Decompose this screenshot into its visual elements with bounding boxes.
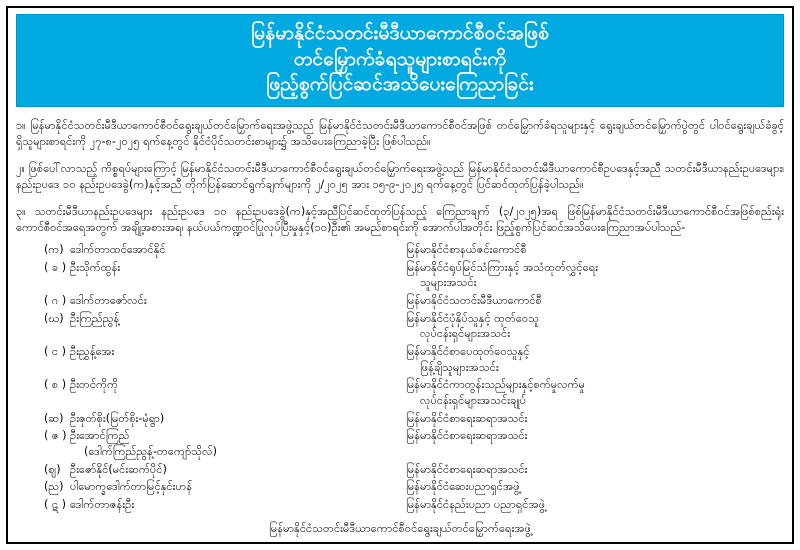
table-row: [16, 292, 784, 310]
member-name: ဦးဇုတ်စိုး(မြတ်စိုး-မုံရွာ): [70, 411, 165, 425]
table-row: [16, 410, 784, 428]
member-role: မြန်မာနိုင်ငံစာရေးဆရာအသင်း: [406, 411, 528, 425]
banner-line-1: မြန်မာနိုင်ငံသတင်းမီဒီယာကောင်စီဝင်အဖြစ်: [250, 22, 550, 44]
member-role-line2: သူများအသင်း: [420, 276, 477, 290]
table-row: [16, 478, 784, 496]
banner-line-2: တင်မြှောက်ခံရသူများစာရင်းကို: [293, 47, 507, 70]
announcement-body: [16, 118, 784, 236]
table-row: [16, 259, 784, 292]
member-name: ဦးညွှန့်အေး: [70, 344, 115, 358]
member-role-line2: လုပ်ငန်းရှင်များအသင်း: [420, 327, 511, 341]
member-role-line2: ဖြန့်ချိသူများအသင်း: [420, 360, 499, 374]
member-label: ( င ): [44, 344, 67, 358]
member-role-line2: လုပ်ငန်းရှင်များအသင်းချုပ်: [420, 393, 527, 407]
paragraph-3: ၃။ သတင်းမီဒီယာနည်းဥပဒေများ နည်းဥပဒေ ၁၀ နည်းဥပဒေခွဲ(က)နှင့်အညီပြင်ဆင်ထုတ်ပြန်သည့် ကြေညာချက် (၃/၂၀၂၅)အရ ဖြစ်မြန်မာနိုင်ငံသတင်းမီဒီယာကောင်စီဝင်အဖြစ်စည်းရုံး ကောင်စီဝင်အရေအတွက် အချို့အစားအရ၊ နယ်ပယ်ကဏ္ဍဝင်ပြုလုပ်ပြီးမှုနှင့်(၁၀)ဦး၏ အမည်စာရင်းကို အောက်ပါအတိုင်း ဖြည့်စွက်ပြင်ဆင်အသိပေးကြေညာအပ်ပါသည်-: [16, 205, 784, 235]
member-role: [406, 376, 784, 409]
member-name: ဦးသိုက်ထွန်း: [70, 260, 121, 274]
member-name: [70, 427, 406, 460]
member-role: မြန်မာနိုင်ငံစာနယ်ဇင်းကောင်စီ: [406, 242, 527, 256]
member-label: ( ဋ ): [44, 498, 67, 511]
table-row: [16, 461, 784, 479]
member-role: မြန်မာနိုင်ငံစာရေးဆရာအသင်း: [406, 462, 528, 476]
banner-line-3: ဖြည့်စွက်ပြင်ဆင်အသိပေးကြေညာခြင်း: [266, 73, 534, 96]
table-row: [16, 376, 784, 409]
member-label: ( ဇ ): [44, 429, 67, 443]
member-label: ( စ ): [44, 378, 67, 392]
member-role-line1: မြန်မာနိုင်ငံစာပေထုတ်ဝေသူနှင့်: [406, 344, 530, 358]
member-name-line2: (ဒေါက်ကြည်ညွန့်-တကျော်သိုလ်): [84, 444, 217, 458]
member-role: [406, 343, 784, 376]
member-label: (ဃ): [44, 311, 64, 325]
member-label: ( ခ ): [44, 260, 67, 274]
paragraph-1: ၁။ မြန်မာနိုင်ငံသတင်းမီဒီယာကောင်စီဝင်ရွေးချယ်တင်မြှောက်ရေးအဖွဲ့သည် မြန်မာနိုင်ငံသတင်းမီဒီယာကောင်စီဝင်အဖြစ် တင်မြှောက်ခံရသူများနှင့် ရွေးချယ်တင်မြှောက်ပွဲတွင် ပါဝင်ရွေးချယ်ခံခွင့်ရှိသူများစာရင်းကို ၂၇-၈-၂၀၂၅ ရက်နေ့တွင် နိုင်ငံပိုင်သတင်းစာများ၌ အသိပေးကြေညာခဲ့ပြီး ဖြစ်ပါသည်။: [16, 119, 784, 149]
table-row: [16, 343, 784, 376]
member-role-line1: မြန်မာနိုင်ငံပုံနှိပ်သူနှင့် ထုတ်ဝေသူ: [406, 311, 540, 325]
member-label: (ဈ): [44, 462, 61, 476]
member-role: မြန်မာနိုင်ငံနည်းပညာ ပညာရှင်အဖွဲ့: [406, 498, 546, 511]
member-name: ဒေါက်တာဇန်းဦး: [70, 498, 135, 511]
member-name: ပါမောက္ခဒေါက်တာမြင့်နှင်းဟန်: [70, 480, 193, 494]
member-role: [406, 259, 784, 292]
member-label: (ဆ): [44, 411, 64, 425]
member-name: ဦးကြည်ညွန့်: [70, 311, 120, 325]
member-role: မြန်မာနိုင်ငံသတင်းမီဒီယာကောင်စီ: [406, 293, 542, 307]
table-row: [16, 427, 784, 460]
member-label: (ည): [44, 480, 64, 494]
table-row: [16, 496, 784, 514]
table-row: [16, 310, 784, 343]
member-label: (က): [44, 242, 64, 256]
document-frame: [6, 6, 794, 544]
member-name: ဒေါက်တာဇော်လင်း: [70, 293, 147, 307]
member-label: ( ဂ ): [44, 293, 67, 307]
signature-line: မြန်မာနိုင်ငံသတင်းမီဒီယာကောင်စီဝင်ရွေးချယ်တင်မြှောက်ရေးအဖွဲ့: [269, 521, 531, 535]
member-role: [406, 310, 784, 343]
member-role-line1: မြန်မာနိုင်ငံရုပ်မြင်သံကြားနှင့် အသံထုတ်လွှင့်ရေး: [406, 260, 598, 274]
member-role: မြန်မာနိုင်ငံစာရေးဆရာအသင်း: [406, 429, 528, 443]
announcement-banner: [16, 14, 784, 107]
paragraph-2: ၂။ ဖြစ်ပေါ်လာသည့် ကိစ္စရပ်များကြောင့် မြန်မာနိုင်ငံသတင်းမီဒီယာကောင်စီဝင်ရွေးချယ်တင်မြှောက်ရေးအဖွဲ့သည် မြန်မာနိုင်ငံသတင်းမီဒီယာကောင်စီဥပဒေနှင့်အညီ သတင်းမီဒီယာနည်းဥပဒေများ၊ နည်းဥပဒေ ၁၀ နည်းဥပဒေခွဲ(က)နှင့်အညီ တိုက်ပြန်ဆောင်ရွက်ချက်များကို ၂/၂၀၂၅ အား ၁၅-၉-၂၀၂၅ ရက်နေ့တွင် ပြင်ဆင်ထုတ်ပြန်ခဲ့ပါသည်။: [16, 162, 784, 192]
member-list-table: [16, 241, 784, 514]
member-name-line1: ဦးအောင်ကြည်: [70, 429, 130, 443]
member-name: ဦးတင်ကိုကို: [70, 378, 119, 392]
member-role-line1: မြန်မာနိုင်ငံကာတွန်းသည်များနှင့်စက်မှုလက်မှု: [406, 378, 585, 392]
member-name: ဒေါက်တာထင်အောင်နိုင်: [70, 242, 166, 256]
member-name: ဦးဇော်နိုင်(မင်းဆက်ပိုင်): [70, 462, 167, 476]
member-role: မြန်မာနိုင်ငံဆေးပညာရှင်အဖွဲ့: [406, 480, 520, 494]
table-row: [16, 241, 784, 259]
